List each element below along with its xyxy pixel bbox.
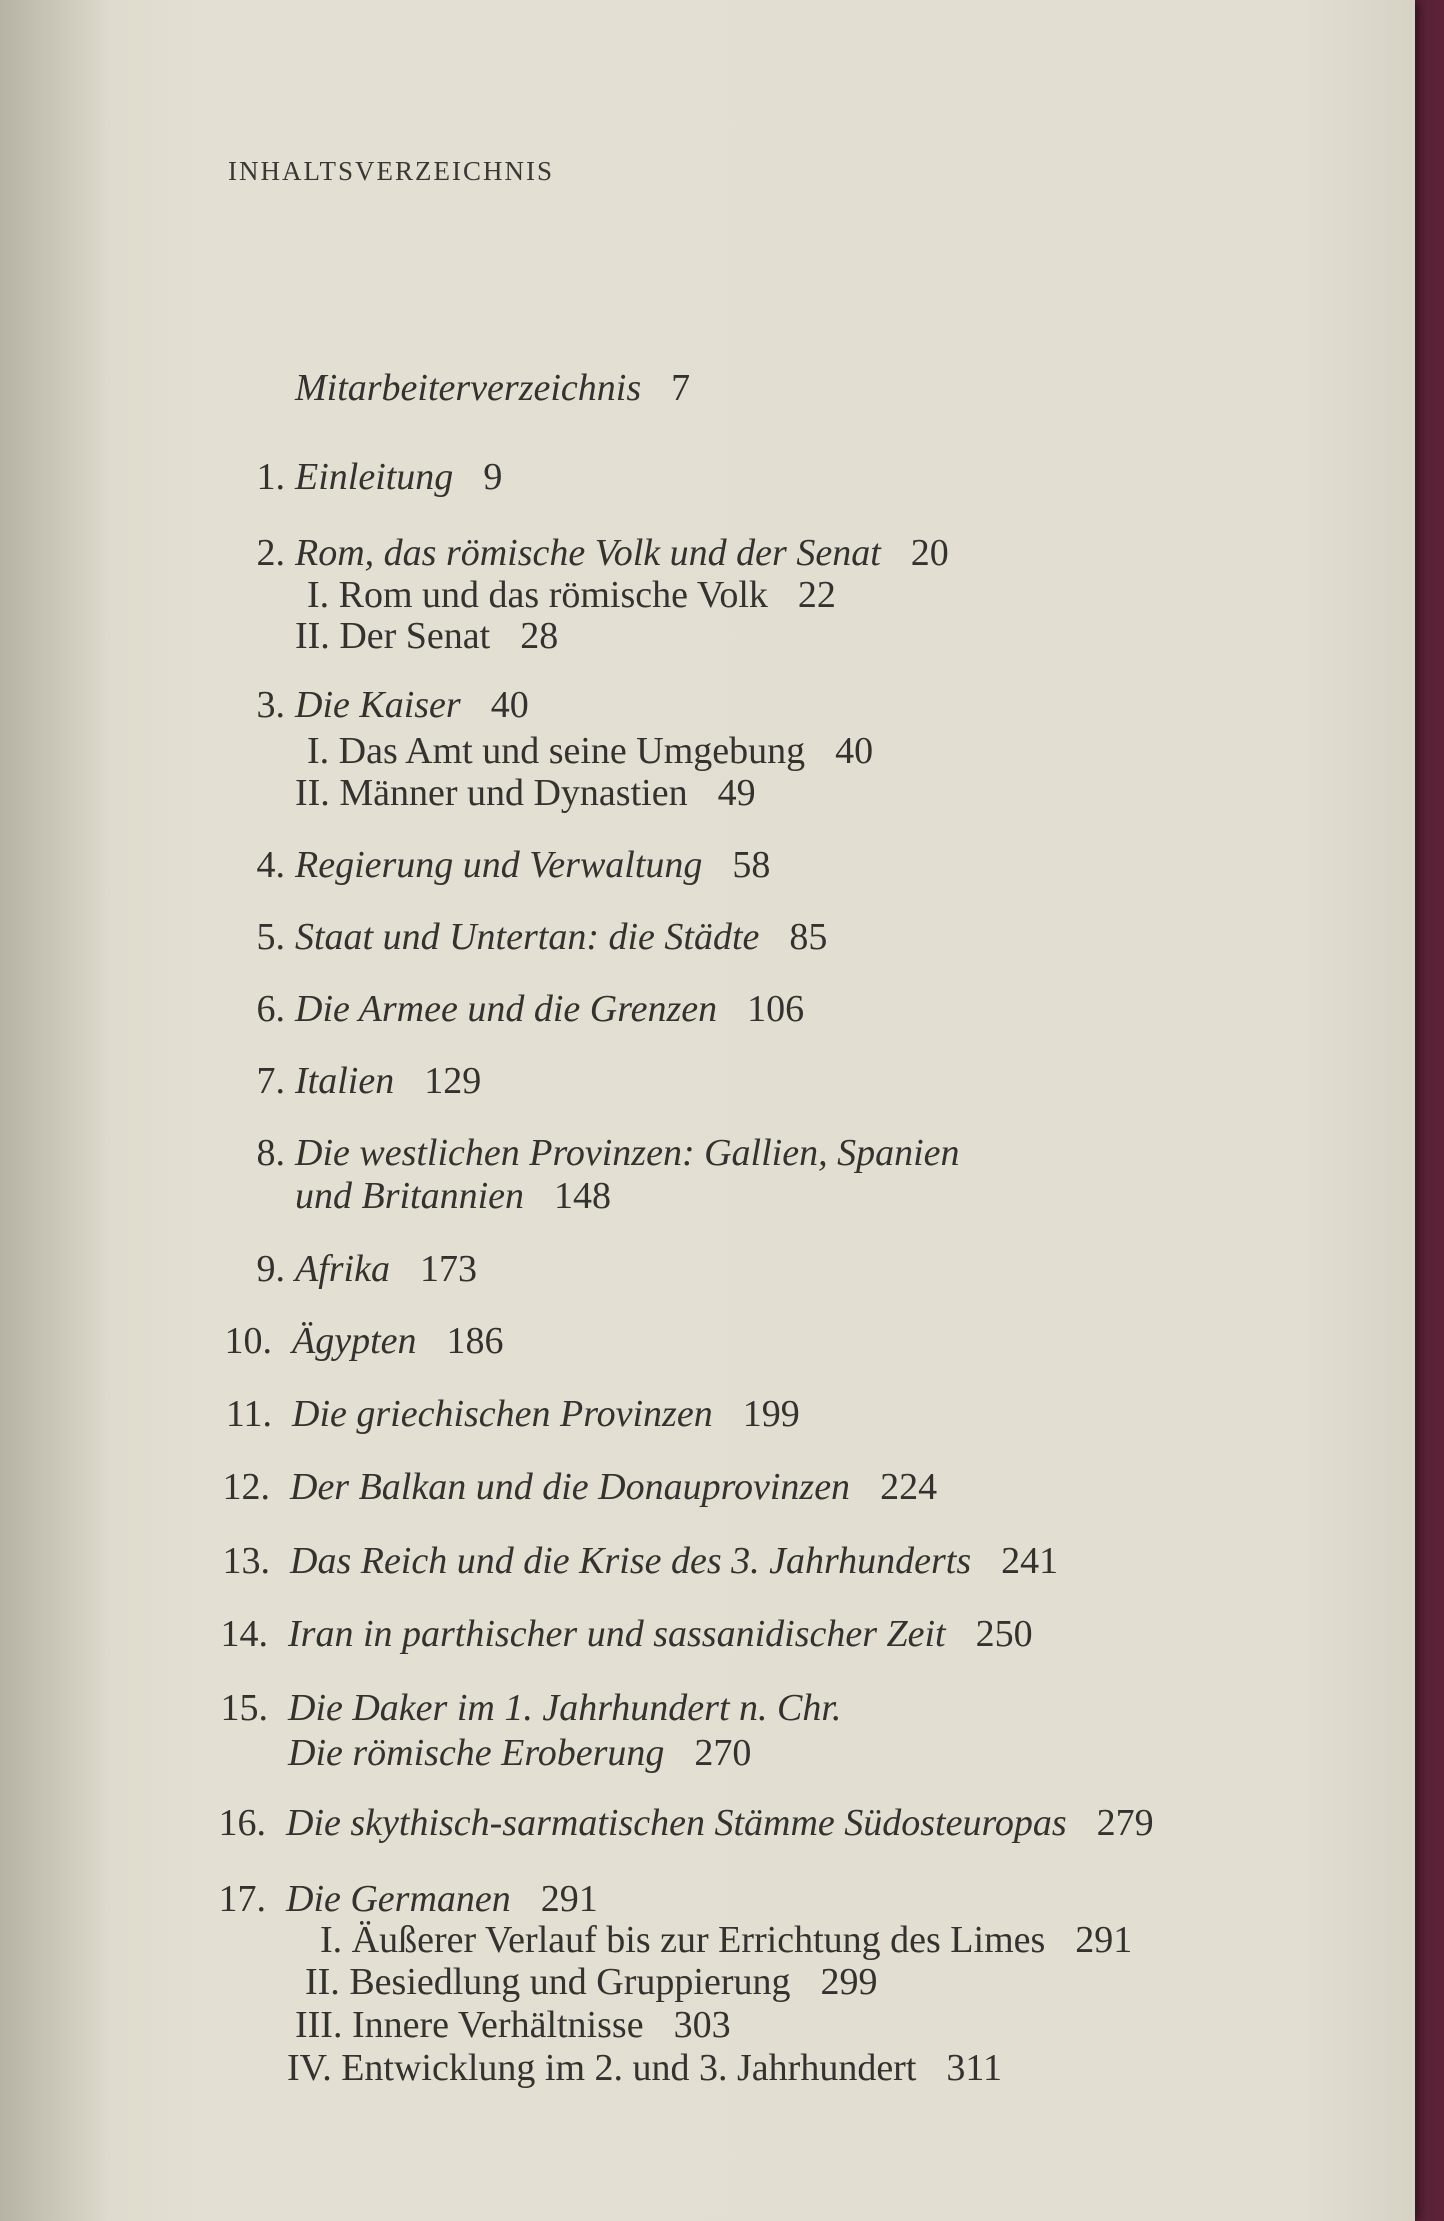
toc-entry-front [295, 366, 690, 410]
toc-number: 9. [256, 1248, 285, 1290]
toc-page: 40 [835, 730, 874, 772]
toc-sub-number: I. [320, 1919, 343, 1961]
toc-subentry [307, 729, 873, 773]
toc-page: 291 [540, 1878, 598, 1920]
toc-page: 85 [789, 916, 828, 958]
toc-number: 4. [256, 844, 285, 886]
toc-sub-number: III. [295, 2004, 343, 2046]
toc-page: 186 [446, 1320, 504, 1362]
toc-subentry [307, 573, 836, 617]
toc-subentry [305, 1960, 877, 2004]
toc-page: 303 [673, 2004, 731, 2046]
toc-page: 148 [554, 1175, 612, 1217]
toc-subentry [320, 1918, 1132, 1962]
toc-entry-17 [218, 1877, 598, 1921]
toc-entry-9 [256, 1247, 477, 1291]
toc-entry-8 [256, 1131, 960, 1175]
toc-number: 16. [218, 1802, 266, 1844]
toc-page: 58 [732, 844, 771, 886]
toc-title: Die skythisch-sarmatischen Stämme Südosteuropas [286, 1802, 1067, 1844]
toc-page: 173 [419, 1248, 477, 1290]
toc-title: Staat und Untertan: die Städte [295, 916, 760, 958]
toc-title: Das Reich und die Krise des 3. Jahrhunderts [290, 1540, 972, 1582]
toc-number: 17. [218, 1878, 266, 1920]
toc-title: Mitarbeiterverzeichnis [295, 367, 642, 409]
toc-number: 5. [256, 916, 285, 958]
toc-sub-number: II. [305, 1961, 340, 2003]
toc-entry-11 [225, 1392, 800, 1436]
toc-page: 9 [483, 456, 503, 498]
toc-sub-title: Rom und das römische Volk [338, 574, 768, 616]
toc-title: Die Daker im 1. Jahrhundert n. Chr. [288, 1687, 842, 1729]
toc-title: Die Kaiser [295, 684, 461, 726]
toc-title: Einleitung [295, 456, 454, 498]
toc-page: 49 [717, 772, 756, 814]
toc-subentry [287, 2046, 1002, 2090]
toc-page: 311 [946, 2047, 1002, 2089]
toc-sub-number: II. [295, 772, 330, 814]
toc-title: Italien [295, 1060, 395, 1102]
toc-title-cont: und Britannien [295, 1175, 525, 1217]
toc-number: 15. [220, 1687, 268, 1729]
page-gutter [0, 0, 105, 2221]
toc-number: 2. [256, 532, 285, 574]
toc-entry-1 [256, 455, 503, 499]
toc-number: 8. [256, 1132, 285, 1174]
toc-entry-7 [256, 1059, 482, 1103]
toc-entry-15-cont [288, 1731, 751, 1775]
toc-entry-13 [222, 1539, 1059, 1583]
toc-sub-number: I. [307, 730, 330, 772]
toc-title: Rom, das römische Volk und der Senat [295, 532, 881, 574]
toc-title: Die Germanen [286, 1878, 511, 1920]
toc-page: 28 [520, 615, 559, 657]
toc-sub-title: Innere Verhältnisse [351, 2004, 644, 2046]
toc-title: Ägypten [292, 1320, 417, 1362]
toc-entry-16 [218, 1801, 1154, 1845]
toc-page: 270 [694, 1732, 752, 1774]
toc-entry-10 [224, 1319, 504, 1363]
toc-entry-3 [256, 683, 529, 727]
toc-number: 7. [256, 1060, 285, 1102]
toc-sub-number: IV. [287, 2047, 332, 2089]
toc-sub-title: Äußerer Verlauf bis zur Errichtung des Limes [351, 1919, 1046, 1961]
toc-title: Afrika [295, 1248, 390, 1290]
toc-number: 13. [222, 1540, 270, 1582]
toc-entry-6 [256, 987, 805, 1031]
toc-entry-5 [256, 915, 828, 959]
toc-sub-title: Der Senat [339, 615, 491, 657]
toc-entry-14 [220, 1612, 1033, 1656]
toc-number: 12. [222, 1466, 270, 1508]
toc-title: Iran in parthischer und sassanidischer Zeit [288, 1613, 946, 1655]
toc-page: 7 [671, 367, 691, 409]
toc-sub-number: II. [295, 615, 330, 657]
toc-sub-number: I. [307, 574, 330, 616]
toc-number: 10. [224, 1320, 272, 1362]
toc-number: 11. [225, 1393, 272, 1435]
toc-page: 129 [424, 1060, 482, 1102]
toc-number: 3. [256, 684, 285, 726]
toc-subentry [295, 771, 756, 815]
toc-page: 106 [747, 988, 805, 1030]
toc-subentry [295, 2003, 731, 2047]
toc-page: 241 [1001, 1540, 1059, 1582]
toc-sub-title: Entwicklung im 2. und 3. Jahrhundert [341, 2047, 917, 2089]
toc-title: Der Balkan und die Donauprovinzen [290, 1466, 851, 1508]
page-header: INHALTSVERZEICHNIS [228, 156, 554, 186]
toc-page: 20 [910, 532, 949, 574]
toc-sub-title: Besiedlung und Gruppierung [349, 1961, 791, 2003]
toc-page: 299 [820, 1961, 878, 2003]
toc-number: 14. [220, 1613, 268, 1655]
toc-page: 40 [490, 684, 529, 726]
toc-title: Die griechischen Provinzen [292, 1393, 713, 1435]
toc-sub-title: Männer und Dynastien [339, 772, 688, 814]
toc-title: Regierung und Verwaltung [295, 844, 703, 886]
toc-subentry [295, 614, 558, 658]
toc-entry-12 [222, 1465, 938, 1509]
toc-page: 22 [797, 574, 836, 616]
toc-entry-4 [256, 843, 771, 887]
toc-title: Die westlichen Provinzen: Gallien, Spanien [295, 1132, 960, 1174]
toc-page: 279 [1096, 1802, 1154, 1844]
toc-page: 199 [742, 1393, 800, 1435]
toc-number: 1. [256, 456, 285, 498]
toc-entry-8-cont [295, 1174, 611, 1218]
toc-number: 6. [256, 988, 285, 1030]
toc-sub-title: Das Amt und seine Umgebung [338, 730, 806, 772]
toc-page: 291 [1075, 1919, 1133, 1961]
toc-page: 250 [975, 1613, 1033, 1655]
toc-title: Die Armee und die Grenzen [295, 988, 718, 1030]
toc-entry-15 [220, 1686, 842, 1730]
toc-page: 224 [880, 1466, 938, 1508]
toc-entry-2 [256, 531, 949, 575]
toc-title-cont: Die römische Eroberung [288, 1732, 665, 1774]
